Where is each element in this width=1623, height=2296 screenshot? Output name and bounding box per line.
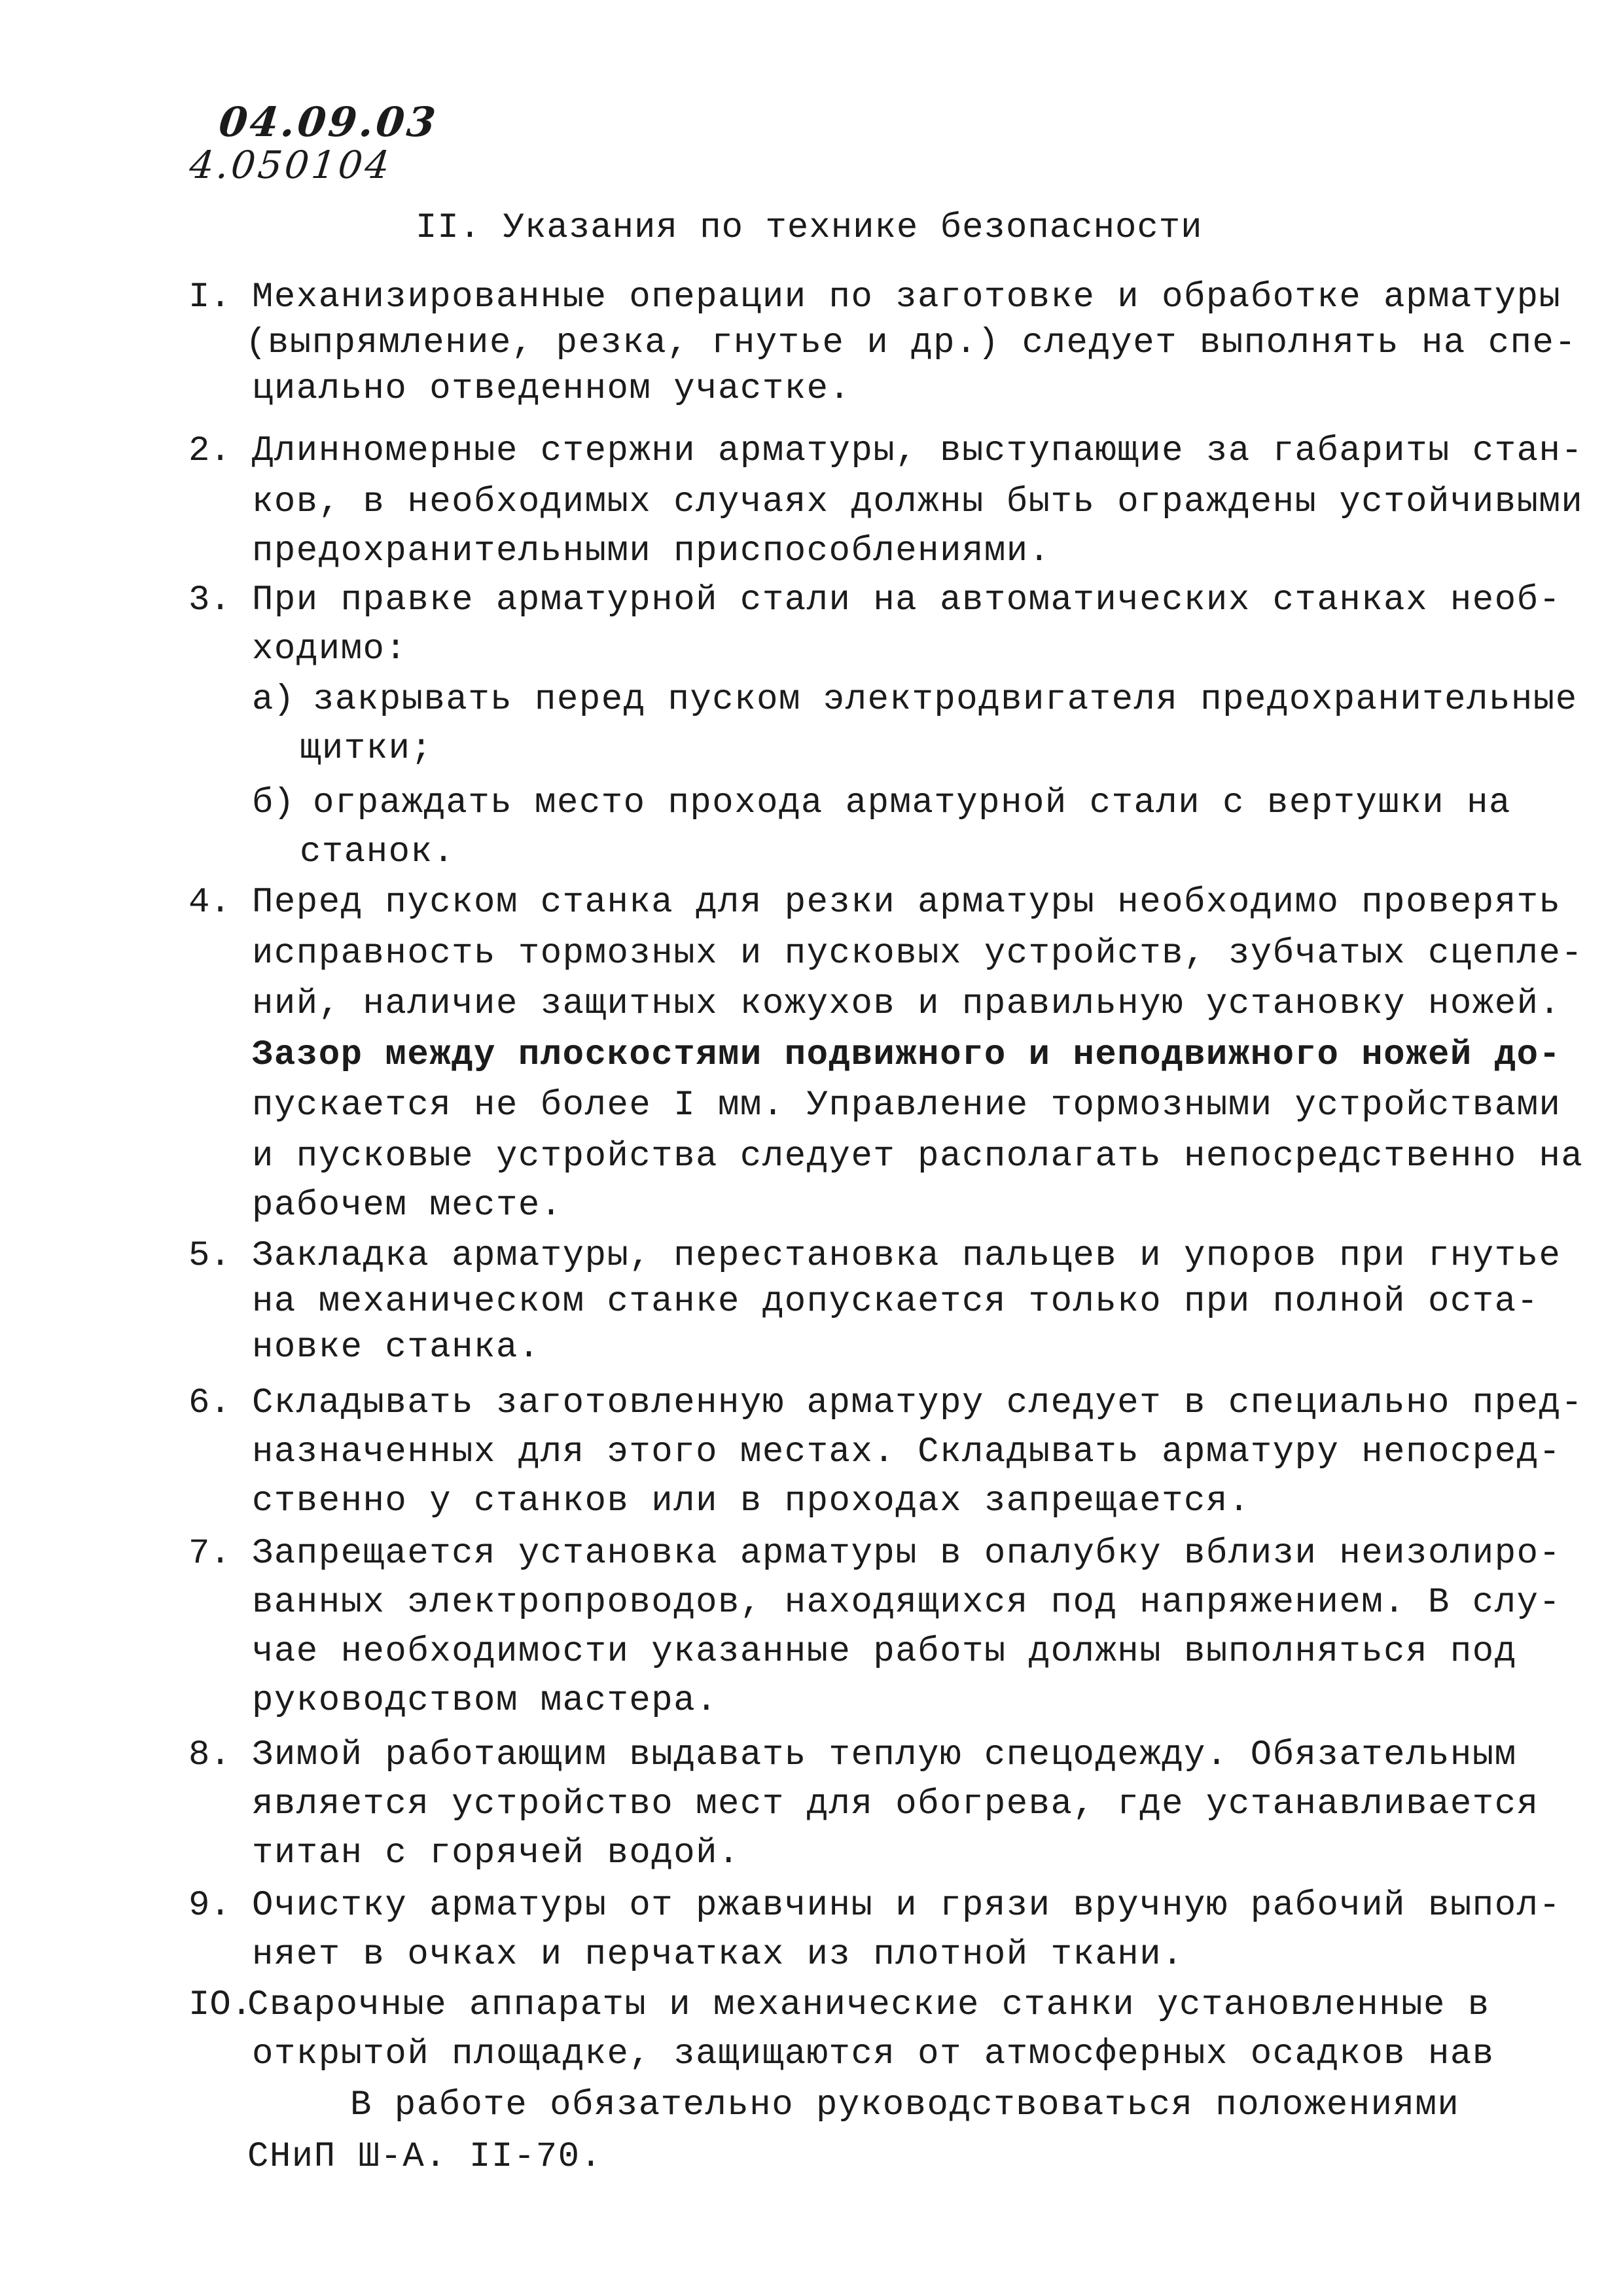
item-line: чае необходимости указанные работы должны выполняться под bbox=[252, 1632, 1517, 1672]
item-line: на механическом станке допускается только при полной оста- bbox=[252, 1282, 1539, 1322]
item-line: ванных электропроводов, находящихся под напряжением. В слу- bbox=[252, 1583, 1561, 1623]
subitem-line: ограждать место прохода арматурной стали с вертушки на bbox=[313, 783, 1511, 823]
item-number: 5. bbox=[188, 1236, 231, 1276]
item-number: 3. bbox=[188, 580, 231, 620]
subitem-label: а) bbox=[252, 680, 294, 720]
document-code-secondary: 4.050104 bbox=[187, 143, 395, 187]
item-number: IO. bbox=[188, 1985, 253, 2025]
item-number: 6. bbox=[188, 1383, 231, 1423]
item-number: 8. bbox=[188, 1735, 231, 1775]
item-line: Запрещается установка арматуры в опалубку вблизи неизолиро- bbox=[252, 1534, 1561, 1574]
item-line: открытой площадке, защищаются от атмосферных осадков нав bbox=[252, 2034, 1495, 2074]
item-number: 7. bbox=[188, 1534, 231, 1574]
item-line: ходимо: bbox=[252, 629, 408, 669]
item-line: назначенных для этого местах. Складывать арматуру непосред- bbox=[252, 1432, 1561, 1472]
item-number: 2. bbox=[188, 431, 231, 471]
item-line: Механизированные операции по заготовке и обработке арматуры bbox=[252, 277, 1561, 317]
item-line: рабочем месте. bbox=[252, 1186, 563, 1226]
item-line: При правке арматурной стали на автоматических станках необ- bbox=[252, 580, 1561, 620]
item-line: является устройство мест для обогрева, где устанавливается bbox=[252, 1784, 1539, 1824]
item-line: Сварочные аппараты и механические станки установленные в bbox=[247, 1985, 1490, 2025]
closing-line: В работе обязательно руководствоваться положениями bbox=[350, 2085, 1460, 2125]
item-line: ний, наличие защитных кожухов и правильную установку ножей. bbox=[252, 984, 1561, 1024]
item-line: руководством мастера. bbox=[252, 1681, 719, 1721]
item-number: 9. bbox=[188, 1886, 231, 1926]
subitem-line: щитки; bbox=[300, 729, 433, 769]
item-line: Перед пуском станка для резки арматуры необходимо проверять bbox=[252, 883, 1561, 923]
subitem-line: станок. bbox=[300, 832, 455, 872]
item-line: Очистку арматуры от ржавчины и грязи вручную рабочий выпол- bbox=[252, 1886, 1561, 1926]
document-code-primary: 04.09.03 bbox=[217, 98, 440, 146]
item-line: Закладка арматуры, перестановка пальцев и упоров при гнутье bbox=[252, 1236, 1561, 1276]
item-line: Длинномерные стержни арматуры, выступающие за габариты стан- bbox=[252, 431, 1584, 471]
item-line: новке станка. bbox=[252, 1328, 541, 1368]
item-line: исправность тормозных и пусковых устройств, зубчатых сцепле- bbox=[252, 934, 1584, 974]
item-number: I. bbox=[188, 277, 231, 317]
item-line: Зимой работающим выдавать теплую спецодежду. Обязательным bbox=[252, 1735, 1517, 1775]
item-number: 4. bbox=[188, 883, 231, 923]
item-line: и пусковые устройства следует располагать непосредственно на bbox=[252, 1137, 1584, 1176]
item-line: циально отведенном участке. bbox=[252, 369, 851, 409]
item-line: (выпрямление, резка, гнутье и др.) следует выполнять на спе- bbox=[245, 323, 1577, 363]
item-line: титан с горячей водой. bbox=[252, 1833, 740, 1873]
section-title: II. Указания по технике безопасности bbox=[416, 208, 1203, 248]
closing-reference: СНиП Ш-А. II-70. bbox=[247, 2137, 603, 2177]
item-line: няет в очках и перчатках из плотной ткани. bbox=[252, 1935, 1185, 1975]
subitem-line: закрывать перед пуском электродвигателя предохранительные bbox=[313, 680, 1578, 720]
item-line: предохранительными приспособлениями. bbox=[252, 531, 1051, 571]
item-line: пускается не более I мм. Управление тормозными устройствами bbox=[252, 1086, 1561, 1125]
item-line: Складывать заготовленную арматуру следует в специально пред- bbox=[252, 1383, 1584, 1423]
item-line: ственно у станков или в проходах запрещается. bbox=[252, 1481, 1251, 1521]
item-line: Зазор между плоскостями подвижного и неподвижного ножей до- bbox=[252, 1035, 1561, 1075]
item-line: ков, в необходимых случаях должны быть ограждены устойчивыми bbox=[252, 482, 1584, 522]
subitem-label: б) bbox=[252, 783, 294, 823]
